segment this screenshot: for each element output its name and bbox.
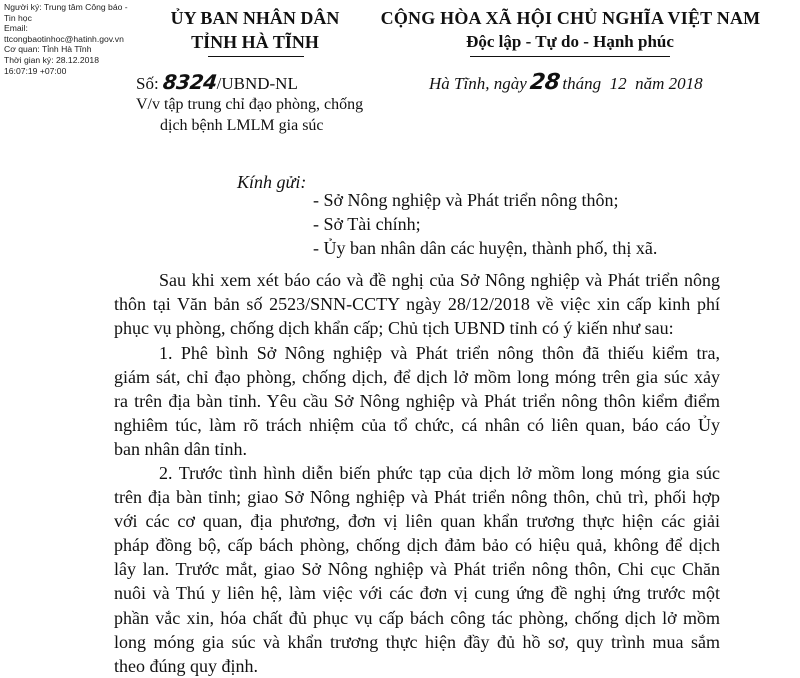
text-line: Sau khi xem xét báo cáo và đề nghị của Sở Nông nghiệp và Phát triển nông [159, 270, 720, 290]
subject-line2: dịch bệnh LMLM gia súc [160, 117, 324, 134]
motto-underline [470, 56, 670, 57]
issuing-org-line2: TỈNH HÀ TĨNH [191, 32, 319, 52]
signer-line: Người ký: Trung tâm Công báo - Tin học [4, 2, 128, 23]
text-line: nghiêm túc, làm rõ trách nhiệm của tổ chức, cá nhân có liên quan, báo cáo Ủy [114, 415, 720, 436]
signed-time-line: Thời gian ký: 28.12.2018 16:07:19 +07:00 [4, 54, 99, 76]
recipient-item: - Ủy ban nhân dân các huyện, thành phố, thị xã. [313, 238, 658, 258]
text-line: nuôi và Thú y liên hệ, làm việc với các đơn vị cung ứng đề nghị ứng trước một [114, 583, 720, 604]
agency-line: Cơ quan: Tỉnh Hà Tĩnh [4, 44, 92, 55]
digital-signature-stamp [4, 2, 134, 76]
text-line: thôn tại Văn bản số 2523/SNN-CCTY ngày 28/12/2018 về việc xin cấp kinh phí [114, 294, 720, 315]
date-prefix: Hà Tĩnh, ngày [429, 74, 527, 93]
text-line: ban nhân dân tỉnh. [114, 439, 247, 460]
email-value: ttcongbaotinhoc@hatinh.gov.vn [4, 33, 124, 44]
text-line: phục vụ phòng, chống dịch khẩn cấp; Chủ tịch UBND tỉnh có ý kiến như sau: [114, 318, 674, 339]
document-date [429, 70, 703, 95]
email-label: Email: [4, 23, 28, 34]
date-month-year: tháng 12 năm 2018 [562, 74, 703, 93]
recipient-item: - Sở Tài chính; [313, 214, 421, 234]
text-line: 1. Phê bình Sở Nông nghiệp và Phát triển nông thôn đã thiếu kiểm tra, [159, 343, 720, 363]
org-underline [208, 56, 304, 57]
text-line: giám sát, chỉ đạo phòng, chống dịch, để dịch lở mồm long móng trên gia súc xảy [114, 367, 720, 388]
date-day-handwritten: 28 [528, 70, 561, 95]
item2-paragraph [114, 461, 720, 678]
intro-paragraph [114, 268, 720, 340]
national-motto: Độc lập - Tự do - Hạnh phúc [466, 32, 674, 51]
subject-line1: V/v tập trung chỉ đạo phòng, chống [136, 96, 364, 113]
national-title: CỘNG HÒA XÃ HỘI CHỦ NGHĨA VIỆT NAM [380, 8, 761, 28]
text-line: phần vắc xin, hóa chất đủ phục vụ cấp bách công tác phòng, chống dịch lở mồm [114, 607, 720, 628]
text-line: 2. Trước tình hình diễn biến phức tạp của dịch lở mồm long móng gia súc [159, 463, 720, 483]
issuing-org-line1: ỦY BAN NHÂN DÂN [170, 8, 340, 28]
number-prefix: Số: [136, 74, 159, 93]
recipients-label: Kính gửi: [237, 172, 307, 192]
recipient-item: - Sở Nông nghiệp và Phát triển nông thôn; [313, 190, 619, 210]
number-suffix: /UBND-NL [216, 74, 298, 93]
number-handwritten: 8324 [161, 70, 218, 94]
text-line: với các cơ quan, địa phương, đơn vị liên quan khẩn trương thực hiện các giải [114, 511, 720, 532]
text-line: ra trên địa bàn tỉnh. Yêu cầu Sở Nông nghiệp và Phát triển nông thôn kiểm điểm [114, 391, 720, 412]
text-line: long móng gia súc và khẩn trương thực hiện đầy đủ hồ sơ, quy trình mua sắm [114, 631, 720, 652]
text-line: lây lan. Trước mắt, giao Sở Nông nghiệp và Phát triển nông thôn, Chi cục Chăn [114, 559, 720, 580]
text-line: trên địa bàn tỉnh; giao Sở Nông nghiệp và Phát triển nông thôn, chủ trì, phối hợp [114, 487, 720, 508]
item1-paragraph [114, 341, 720, 461]
document-number [136, 70, 298, 94]
text-line: pháp đồng bộ, cấp bách phòng, chống dịch đảm bảo có hiệu quả, không để dịch [114, 535, 720, 556]
text-line: theo đúng quy định. [114, 655, 258, 676]
